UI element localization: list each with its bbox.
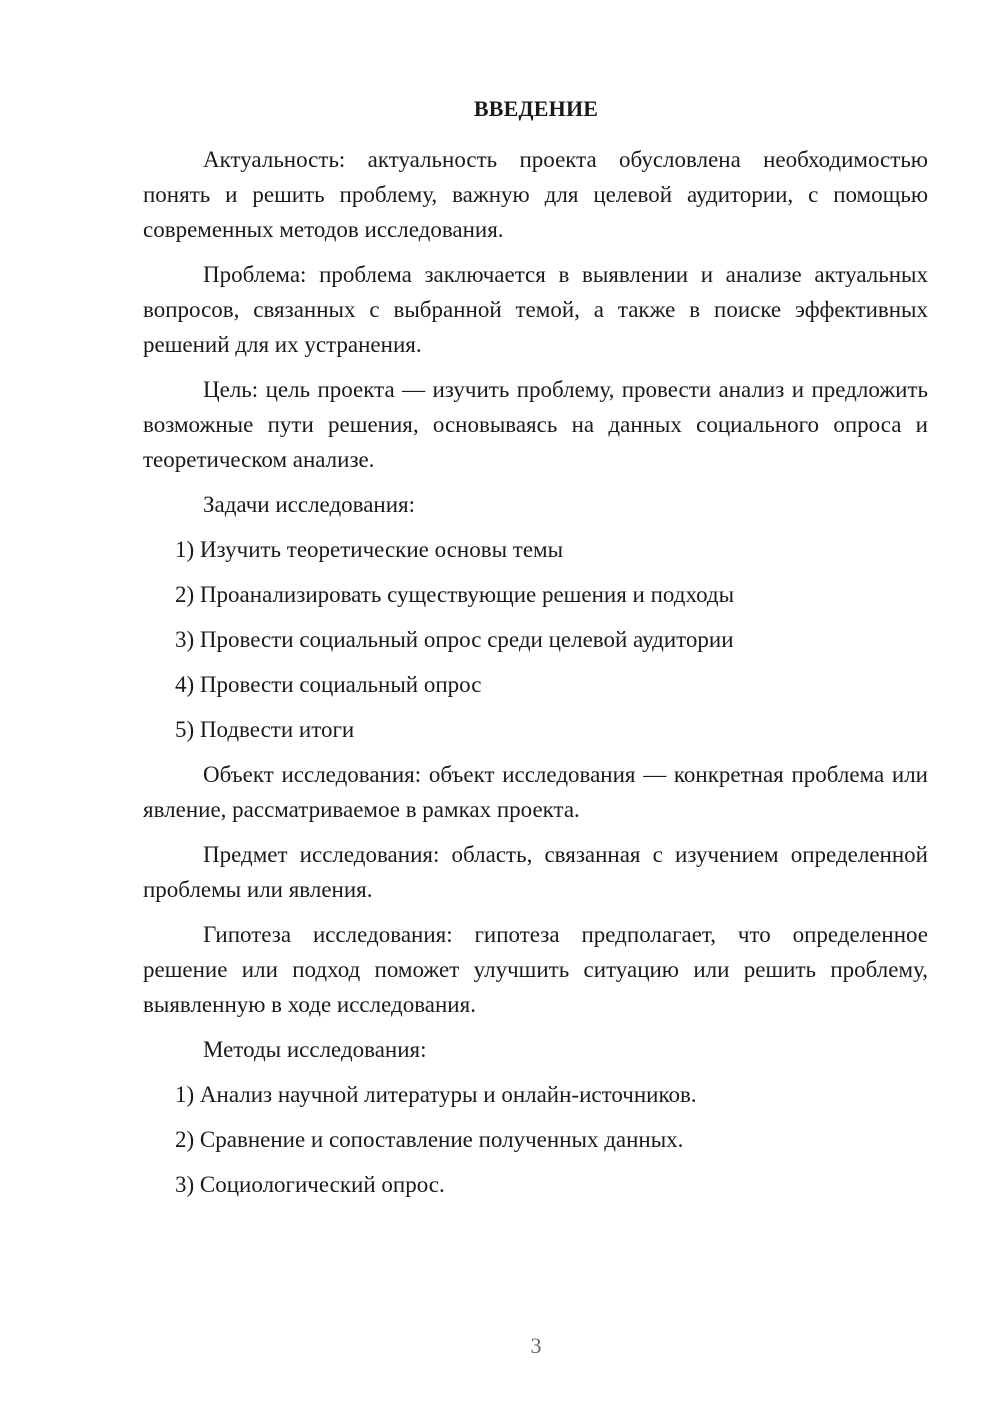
paragraph-problem: Проблема: проблема заключается в выявлении и анализе актуальных вопросов, связанных с выбранной темой, а также в поиске эффективных решений для их устранения. [143, 262, 928, 357]
page-number: 3 [530, 1333, 542, 1358]
paragraph-subject: Предмет исследования: область, связанная с изучением определенной проблемы или явления. [143, 842, 928, 902]
task-item-1: 1) Изучить теоретические основы темы [175, 537, 564, 562]
paragraph-relevance: Актуальность: актуальность проекта обусловлена необходимостью понять и решить проблему, важную для целевой аудитории, с помощью современных методов исследования. [143, 147, 928, 242]
paragraph-goal: Цель: цель проекта — изучить проблему, провести анализ и предложить возможные пути решения, основываясь на данных социального опроса и теоретическом анализе. [143, 377, 928, 472]
method-item-2: 2) Сравнение и сопоставление полученных данных. [175, 1127, 684, 1152]
task-item-2: 2) Проанализировать существующие решения и подходы [175, 582, 735, 607]
body-text [143, 142, 928, 1212]
task-item-5: 5) Подвести итоги [175, 717, 355, 742]
page-title: ВВЕДЕНИЕ [473, 96, 599, 121]
task-item-4: 4) Провести социальный опрос [175, 672, 482, 697]
paragraph-hypothesis: Гипотеза исследования: гипотеза предполагает, что определенное решение или подход поможет улучшить ситуацию или решить проблему, выявленную в ходе исследования. [143, 922, 928, 1017]
method-item-3: 3) Социологический опрос. [175, 1172, 445, 1197]
task-item-3: 3) Провести социальный опрос среди целевой аудитории [175, 627, 734, 652]
methods-heading: Методы исследования: [203, 1037, 427, 1062]
paragraph-object: Объект исследования: объект исследования — конкретная проблема или явление, рассматриваемое в рамках проекта. [143, 762, 928, 822]
tasks-heading: Задачи исследования: [203, 492, 416, 517]
method-item-1: 1) Анализ научной литературы и онлайн-источников. [175, 1082, 697, 1107]
